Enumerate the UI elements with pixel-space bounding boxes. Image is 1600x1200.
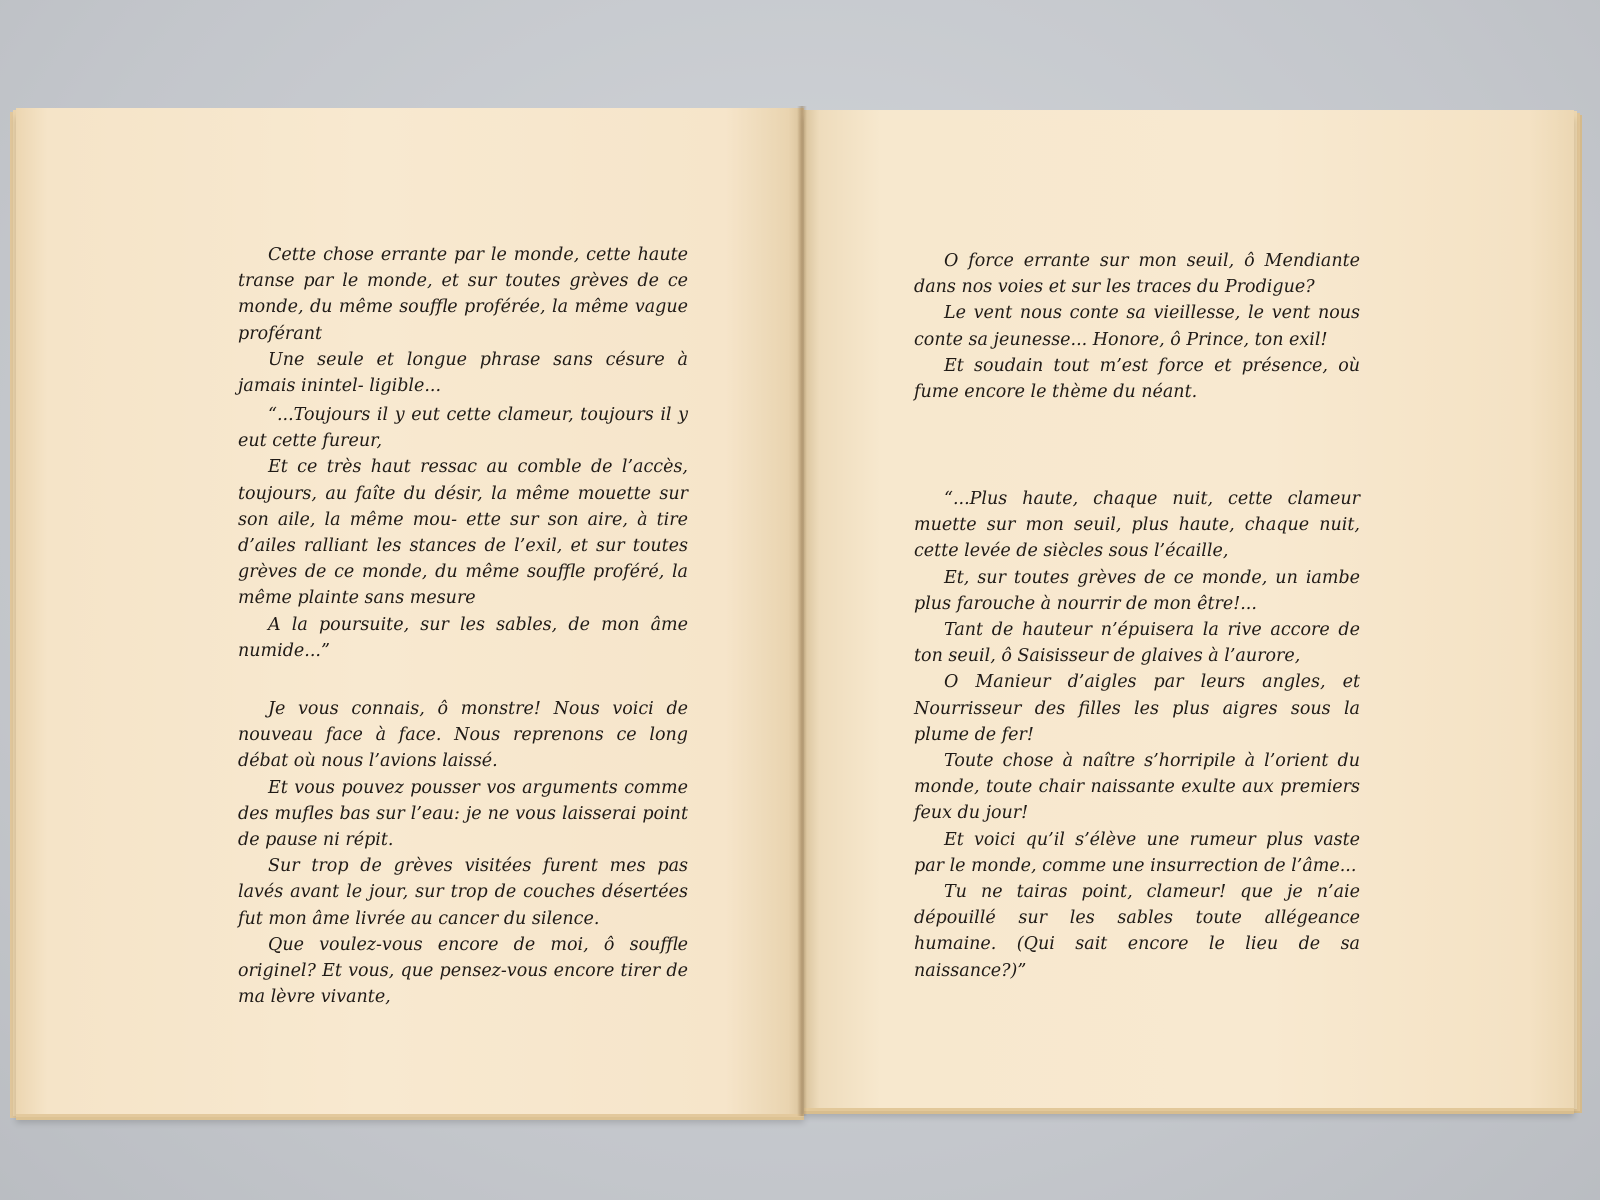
paragraph: Tu ne tairas point, clameur! que je n’aie dépouillé sur les sables toute allégeance humaine. (Qui sait encore le lieu de sa naissance?)” xyxy=(914,882,1360,981)
paragraph: “...Plus haute, chaque nuit, cette clameur muette sur mon seuil, plus haute, chaque nuit, cette levée de siècles sous l’écaille, xyxy=(914,489,1360,562)
paragraph: A la poursuite, sur les sables, de mon âme numide...” xyxy=(238,614,688,661)
paragraph: Toute chose à naître s’horripile à l’orient du monde, toute chair naissante exulte aux premiers feux du jour! xyxy=(914,751,1360,824)
left-stanza-3 xyxy=(238,696,688,1010)
left-stanza-1 xyxy=(238,242,688,399)
paragraph: O force errante sur mon seuil, ô Mendiante dans nos voies et sur les traces du Prodigue? xyxy=(914,251,1360,298)
paragraph: Et voici qu’il s’élève une rumeur plus vaste par le monde, comme une insurrection de l’âme... xyxy=(914,829,1360,876)
paragraph: Et ce très haut ressac au comble de l’accès, toujours, au faîte du désir, la même mouette sur son aile, la même mou- ette sur son aire, à tire d’ailes ralliant les stances de l’exil, et sur toutes grèves de ce monde, du même souffle proféré, la même plainte sans mesure xyxy=(238,457,688,609)
paragraph: Une seule et longue phrase sans césure à jamais inintel- ligible... xyxy=(238,349,688,397)
right-stanza-2 xyxy=(914,486,1360,984)
paragraph: Tant de hauteur n’épuisera la rive accore de ton seuil, ô Saisisseur de glaives à l’aurore, xyxy=(914,620,1360,667)
paragraph: Sur trop de grèves visitées furent mes pas lavés avant le jour, sur trop de couches désertées fut mon âme livrée au cancer du silence. xyxy=(238,856,688,929)
paragraph: Cette chose errante par le monde, cette haute transe par le monde, et sur toutes grèves de ce monde, du même souffle proférée, la même vague proférant xyxy=(238,245,688,344)
paragraph: Je vous connais, ô monstre! Nous voici de nouveau face à face. Nous reprenons ce long débat où nous l’avions laissé. xyxy=(238,699,688,772)
paragraph: Et soudain tout m’est force et présence, où fume encore le thème du néant. xyxy=(914,355,1360,403)
right-stanza-1 xyxy=(914,248,1360,405)
paragraph: Et, sur toutes grèves de ce monde, un iambe plus farouche à nourrir de mon être!... xyxy=(914,567,1360,614)
paragraph: “...Toujours il y eut cette clameur, toujours il y eut cette fureur, xyxy=(238,405,688,452)
book-gutter xyxy=(797,106,807,1116)
paragraph: Le vent nous conte sa vieillesse, le vent nous conte sa jeunesse... Honore, ô Prince, ton exil! xyxy=(914,303,1360,350)
paragraph: Et vous pouvez pousser vos arguments comme des mufles bas sur l’eau: je ne vous laisserai point de pause ni répit. xyxy=(238,777,688,851)
paragraph: Que voulez-vous encore de moi, ô souffle originel? Et vous, que pensez-vous encore tirer de ma lèvre vivante, xyxy=(238,934,688,1008)
paragraph: O Manieur d’aigles par leurs angles, et Nourrisseur des filles les plus aigres sous la plume de fer! xyxy=(914,672,1360,745)
left-stanza-2 xyxy=(238,402,688,664)
